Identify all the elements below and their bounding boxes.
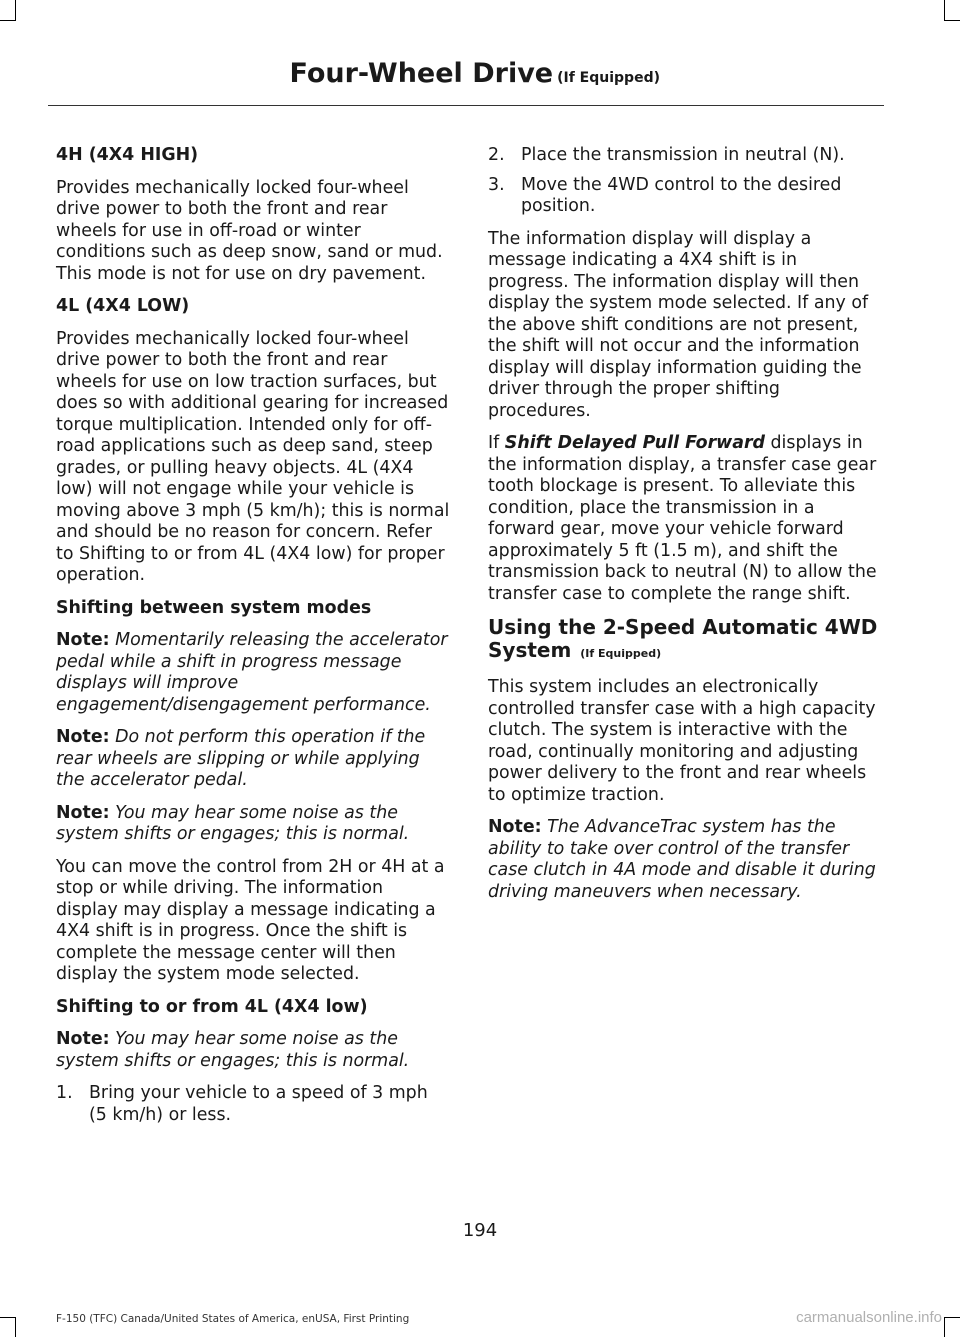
footer-text: F-150 (TFC) Canada/United States of America, enUSA, First Printing — [56, 1313, 410, 1325]
heading-shifting-modes: Shifting between system modes — [56, 597, 372, 618]
crop-mark — [944, 20, 960, 21]
crop-mark — [15, 0, 16, 20]
crop-mark — [0, 20, 16, 21]
heading-text: Using the 2-Speed Automatic 4WD System — [488, 615, 878, 662]
heading-suffix: (If Equipped) — [580, 647, 662, 660]
crop-mark — [944, 1317, 960, 1318]
note-5 — [488, 817, 882, 903]
crop-mark — [0, 1317, 16, 1318]
paragraph-4h: Provides mechanically locked four-wheel drive power to both the front and rear wheels for use in off-road or winter conditions such as deep snow, sand or mud. This mode is not for use on dry pavement. — [56, 177, 443, 284]
crop-mark — [944, 0, 945, 20]
step-number: 1. — [56, 1083, 73, 1103]
step-number: 3. — [488, 174, 505, 195]
header-divider — [48, 105, 884, 106]
heading-4l: 4L (4X4 LOW) — [56, 296, 190, 316]
step-3 — [488, 175, 882, 218]
step-text: Bring your vehicle to a speed of 3 mph (5 km/h) or less. — [89, 1083, 428, 1125]
text-rest: displays in the information display, a transfer case gear tooth blockage is present. To alleviate this condition, place the transmission in a forward gear, move your vehicle forward approximately 5 ft (1.5 m), and shift the transmission back to neutral (N) to allow the transfer case to complete the range shift. — [488, 433, 877, 604]
note-1 — [56, 630, 450, 716]
note-2 — [56, 727, 450, 792]
left-column — [56, 145, 450, 1134]
step-number: 2. — [488, 145, 505, 165]
crop-mark — [944, 1317, 945, 1337]
paragraph-move-control: You can move the control from 2H or 4H at a stop or while driving. The information display may display a message indicating a 4X4 shift is in progress. Once the shift is complete the message center will then display the system mode selected. — [56, 856, 445, 984]
watermark: carmanualsonline.info — [796, 1309, 942, 1326]
step-2 — [488, 145, 882, 167]
paragraph-4l: Provides mechanically locked four-wheel drive power to both the front and rear wheels for use on low traction surfaces, but does so with additional gearing for increased torque multiplication. Intended only for off-road applications such as deep sand, steep grades, or pulling heavy objects. 4L (4X4 low) will not engage while your vehicle is moving above 3 mph (5 km/h); this is normal and should be no reason for concern. Refer to Shifting to or from 4L (4X4 low) for proper operation. — [56, 328, 450, 585]
note-label: Note: — [56, 802, 110, 823]
note-text: Do not perform this operation if the rear wheels are slipping or while applying the accelerator pedal. — [56, 727, 426, 790]
section-title-text: Four-Wheel Drive — [289, 58, 554, 89]
note-text: Momentarily releasing the accelerator pedal while a shift in progress message displays will improve engagement/disengagement performance. — [56, 630, 448, 715]
note-label: Note: — [56, 1029, 110, 1049]
heading-4h: 4H (4X4 HIGH) — [56, 145, 199, 165]
note-text: You may hear some noise as the system shifts or engages; this is normal. — [56, 1029, 410, 1071]
page-number: 194 — [462, 1220, 498, 1241]
note-label: Note: — [488, 817, 542, 837]
note-4 — [56, 1029, 450, 1072]
heading-shifting-4l: Shifting to or from 4L (4X4 low) — [56, 996, 368, 1017]
message-name: Shift Delayed Pull Forward — [504, 433, 765, 453]
step-text: Place the transmission in neutral (N). — [521, 145, 845, 165]
note-text: You may hear some noise as the system shifts or engages; this is normal. — [56, 802, 410, 844]
step-text: Move the 4WD control to the desired position. — [521, 174, 842, 216]
section-title-suffix: (If Equipped) — [557, 70, 660, 86]
note-text: The AdvanceTrac system has the ability to take over control of the transfer case clutch in 4A mode and disable it during driving maneuvers when necessary. — [488, 817, 876, 902]
paragraph-information-display: The information display will display a message indicating a 4X4 shift is in progress. The information display will then display the system mode selected. If any of the above shift conditions are not present, the shift will not occur and the information display will display information guiding the driver through the proper shifting procedures. — [488, 228, 869, 421]
paragraph-shift-delayed — [488, 433, 882, 605]
step-1 — [56, 1083, 450, 1126]
note-3 — [56, 803, 450, 846]
crop-mark — [15, 1317, 16, 1337]
note-label: Note: — [56, 630, 110, 650]
heading-automatic-4wd — [488, 616, 882, 665]
section-title — [290, 58, 661, 89]
text-prefix: If — [488, 433, 500, 453]
right-column — [488, 145, 882, 914]
paragraph-automatic-4wd: This system includes an electronically controlled transfer case with a high capacity clutch. The system is interactive with the road, continually monitoring and adjusting power delivery to the front and rear wheels to optimize traction. — [488, 677, 876, 805]
note-label: Note: — [56, 727, 110, 747]
